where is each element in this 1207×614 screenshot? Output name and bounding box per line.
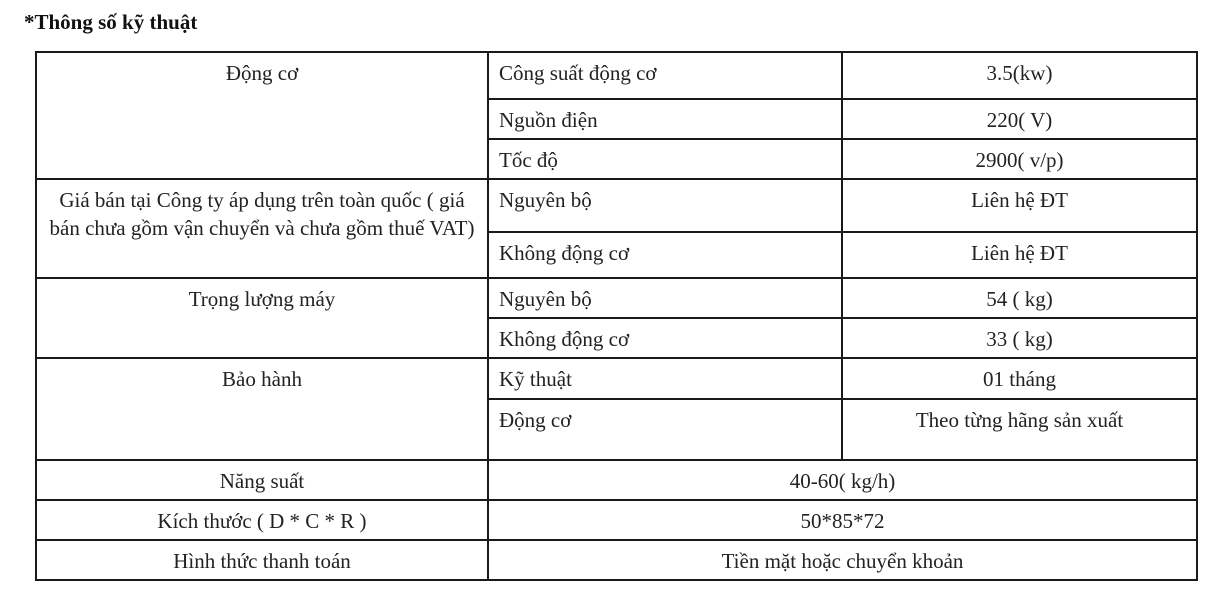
engine-label: Động cơ — [36, 52, 488, 179]
payment-value: Tiền mặt hoặc chuyển khoản — [488, 540, 1197, 580]
engine-power-source-name: Nguồn điện — [488, 99, 842, 139]
table-row — [36, 52, 1197, 99]
warranty-engine-value: Theo từng hãng sản xuất — [842, 399, 1197, 460]
price-no-engine-name: Không động cơ — [488, 232, 842, 278]
weight-full-value: 54 ( kg) — [842, 278, 1197, 318]
table-row — [36, 179, 1197, 232]
engine-speed-value: 2900( v/p) — [842, 139, 1197, 179]
price-full-name: Nguyên bộ — [488, 179, 842, 232]
warranty-engine-name: Động cơ — [488, 399, 842, 460]
capacity-value: 40-60( kg/h) — [488, 460, 1197, 500]
table-row — [36, 460, 1197, 500]
price-full-value: Liên hệ ĐT — [842, 179, 1197, 232]
section-heading: *Thông số kỹ thuật — [24, 10, 198, 34]
spec-table — [35, 51, 1198, 581]
payment-label: Hình thức thanh toán — [36, 540, 488, 580]
warranty-technical-name: Kỹ thuật — [488, 358, 842, 399]
table-row — [36, 540, 1197, 580]
weight-full-name: Nguyên bộ — [488, 278, 842, 318]
price-no-engine-value: Liên hệ ĐT — [842, 232, 1197, 278]
engine-speed-name: Tốc độ — [488, 139, 842, 179]
engine-power-value: 3.5(kw) — [842, 52, 1197, 99]
capacity-label: Năng suất — [36, 460, 488, 500]
table-row — [36, 278, 1197, 318]
engine-power-name: Công suất động cơ — [488, 52, 842, 99]
dimensions-value: 50*85*72 — [488, 500, 1197, 540]
price-label: Giá bán tại Công ty áp dụng trên toàn quốc ( giá bán chưa gồm vận chuyển và chưa gồm thuế VAT) — [36, 179, 488, 278]
dimensions-label: Kích thước ( D * C * R ) — [36, 500, 488, 540]
warranty-technical-value: 01 tháng — [842, 358, 1197, 399]
weight-no-engine-name: Không động cơ — [488, 318, 842, 358]
weight-label: Trọng lượng máy — [36, 278, 488, 358]
table-row — [36, 500, 1197, 540]
engine-power-source-value: 220( V) — [842, 99, 1197, 139]
warranty-label: Bảo hành — [36, 358, 488, 460]
weight-no-engine-value: 33 ( kg) — [842, 318, 1197, 358]
table-row — [36, 358, 1197, 399]
